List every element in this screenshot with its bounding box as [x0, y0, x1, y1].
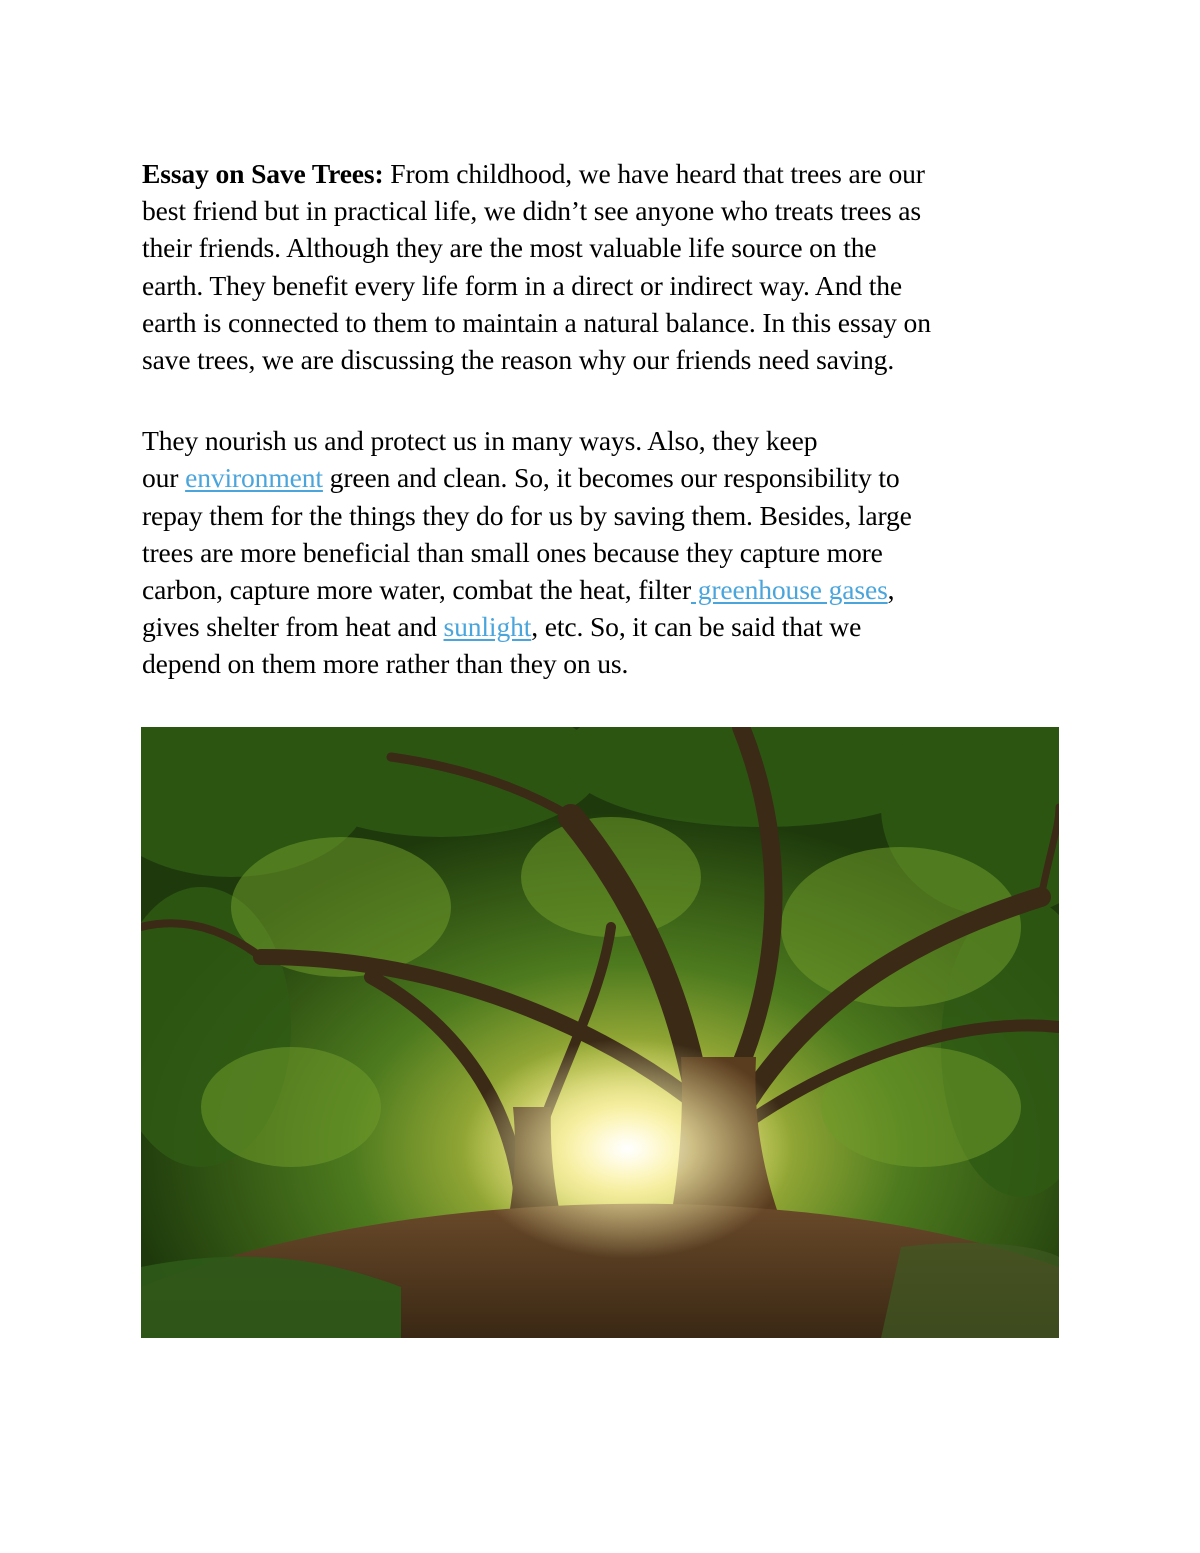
text-line: their friends. Although they are the most valuable life source on the: [142, 232, 877, 264]
text-line: earth is connected to them to maintain a natural balance. In this essay on: [142, 306, 931, 338]
essay-title: Essay on Save Trees:: [142, 158, 384, 189]
text-line: repay them for the things they do for us by saving them. Besides, large: [142, 499, 912, 531]
greenhouse-gases-link[interactable]: greenhouse gases: [690, 573, 888, 605]
essay-body: [142, 155, 1077, 682]
text-line: earth. They benefit every life form in a direct or indirect way. And the: [142, 269, 902, 301]
text-line: depend on them more rather than they on us.: [142, 648, 629, 680]
environment-link[interactable]: environment: [185, 462, 323, 494]
text-line: Essay on Save Trees: From childhood, we have heard that trees are our: [142, 158, 925, 189]
text-line: our environment green and clean. So, it becomes our responsibility to: [142, 462, 900, 494]
text-line: gives shelter from heat and sunlight, etc. So, it can be said that we: [142, 611, 862, 643]
paragraph-intro: [142, 155, 1077, 378]
sunlight-link[interactable]: sunlight: [443, 611, 532, 643]
tree-photo: [141, 727, 1059, 1338]
text-line: best friend but in practical life, we didn’t see anyone who treats trees as: [142, 195, 921, 227]
paragraph-benefits: [142, 422, 1077, 682]
text-line: They nourish us and protect us in many ways. Also, they keep: [142, 425, 818, 457]
text-line: carbon, capture more water, combat the heat, filter greenhouse gases,: [142, 573, 895, 605]
text-line: save trees, we are discussing the reason why our friends need saving.: [142, 343, 895, 375]
text-line: trees are more beneficial than small ones because they capture more: [142, 536, 883, 568]
